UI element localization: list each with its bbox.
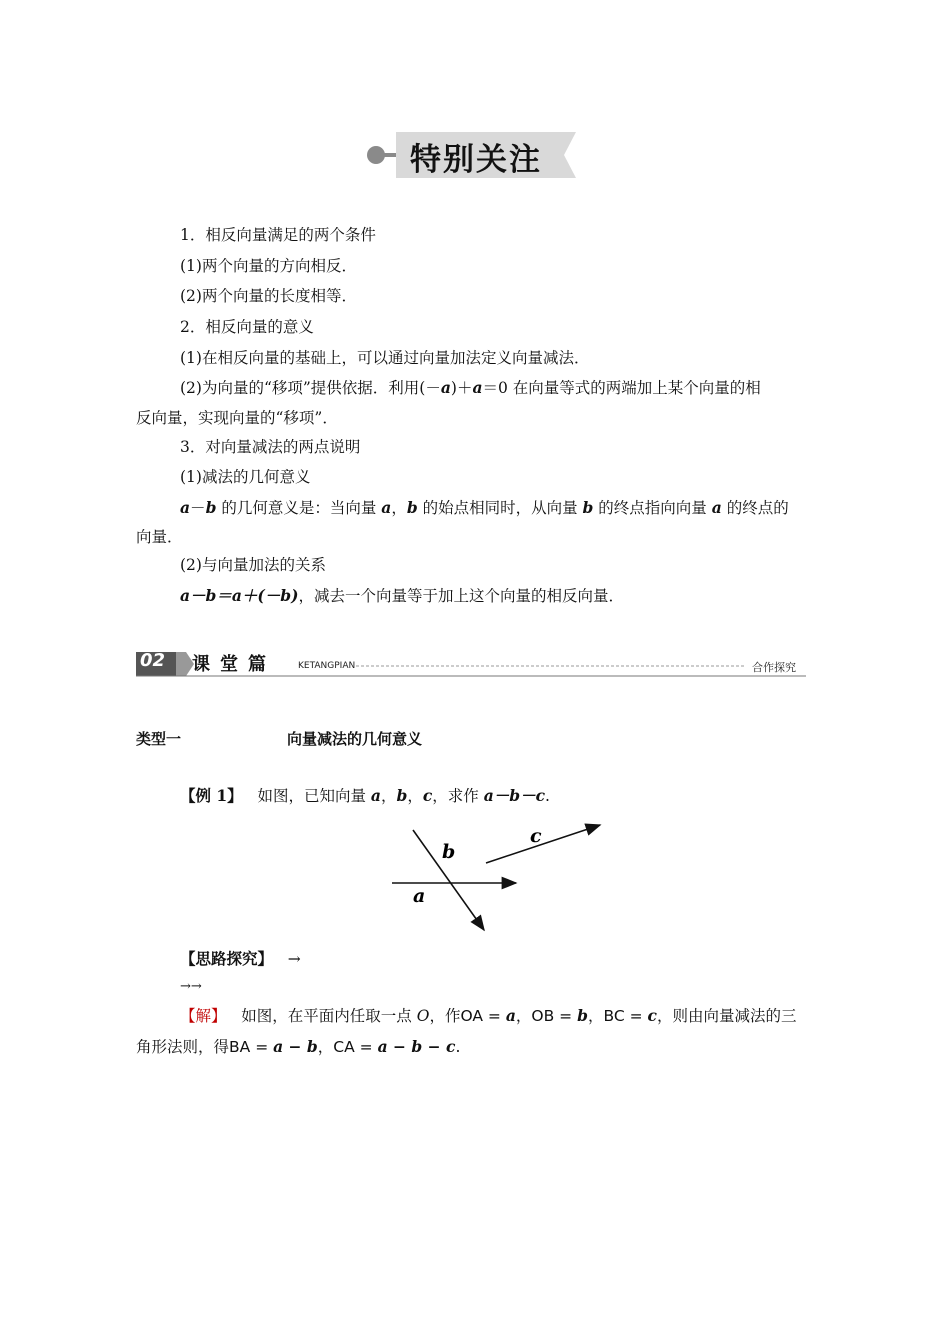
item1-heading: 1．相反向量满足的两个条件 [180, 226, 376, 244]
vector-figure [380, 820, 620, 940]
example-1: 【例 1】 如图，已知向量 a，b，c，求作 a－b－c. [180, 786, 550, 805]
item3-b-text: a－b＝a＋(－b)，减去一个向量等于加上这个向量的相反向量． [180, 586, 624, 605]
vector-c [486, 825, 600, 863]
item1-b: (2)两个向量的长度相等． [180, 287, 357, 305]
section-subtitle: KETANGPIAN [298, 661, 356, 671]
section-number: 02 [140, 650, 166, 671]
solution-line2: 角形法则，得BA = a − b，CA = a − b − c. [136, 1037, 461, 1056]
item2-b: (2)为向量的“移项”提供依据．利用(－a)＋a＝0 在向量等式的两端加上某个向量的相 [180, 378, 761, 397]
hint-arrows: →→ [180, 979, 202, 994]
example-tag: 【例 1】 [180, 786, 243, 805]
item2-heading: 2．相反向量的意义 [180, 318, 314, 336]
hint-tag: 【思路探究】 [180, 949, 274, 968]
solution-line1: 【解】 如图，在平面内任取一点 O，作OA = a，OB = b，BC = c，则由向量减法的三 [180, 1006, 797, 1025]
solution-tag: 【解】 [180, 1007, 227, 1025]
banner-title: 特别关注 [410, 142, 542, 178]
item2-b-line2: 反向量，实现向量的“移项”． [136, 409, 338, 427]
item3-heading: 3．对向量减法的两点说明 [180, 438, 361, 456]
label-b: b [442, 841, 456, 863]
section-right-label: 合作探究 [752, 661, 796, 674]
type-title: 向量减法的几何意义 [287, 730, 423, 748]
item3-a-text: a－b 的几何意义是：当向量 a，b 的始点相同时，从向量 b 的终点指向向量 a 的终点的 [180, 498, 789, 517]
item2-a: (1)在相反向量的基础上，可以通过向量加法定义向量减法． [180, 349, 590, 367]
type-label: 类型一 [136, 730, 182, 748]
item3-a: (1)减法的几何意义 [180, 468, 311, 486]
item3-b: (2)与向量加法的关系 [180, 556, 326, 574]
hint [180, 949, 301, 969]
label-c: c [530, 825, 542, 847]
hint-arrow: → [287, 950, 301, 968]
section-title: 课堂篇 [192, 654, 276, 675]
item1-a: (1)两个向量的方向相反． [180, 257, 357, 275]
label-a: a [413, 885, 426, 907]
banner-dot [367, 146, 385, 164]
item3-a-line2: 向量． [136, 528, 183, 546]
